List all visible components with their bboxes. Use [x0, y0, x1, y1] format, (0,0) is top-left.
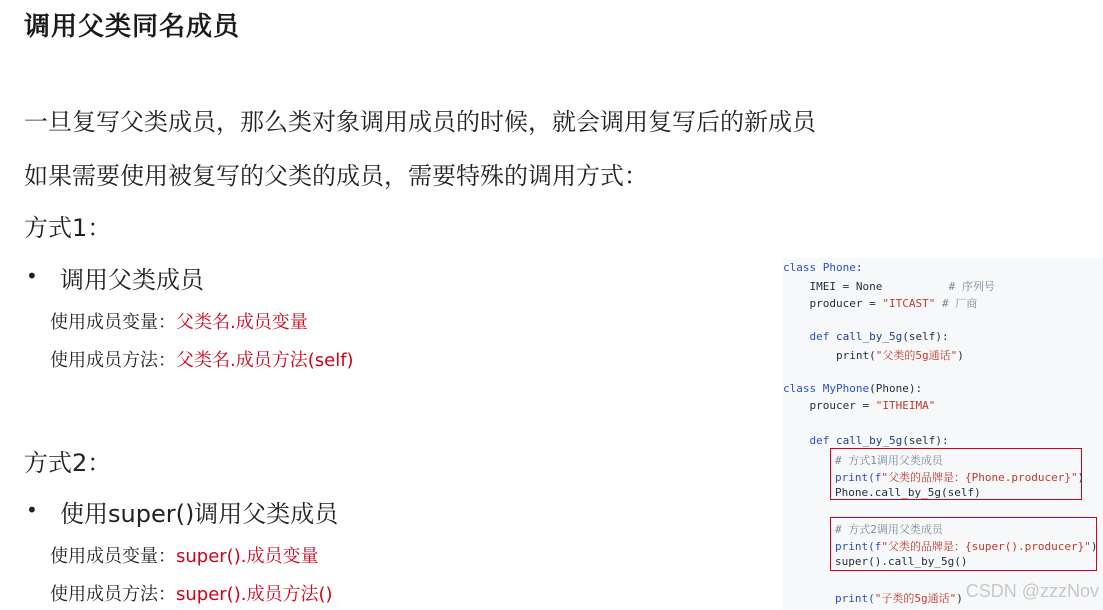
- method2-func-line: [50, 580, 333, 606]
- code-line: proucer = "ITHEIMA": [783, 399, 936, 412]
- code-line: IMEI = None # 序列号: [783, 280, 995, 293]
- bullet-dot: •: [26, 498, 38, 522]
- code-line: super().call_by_5g(): [835, 555, 968, 568]
- method2-bullet: 使用super()调用父类成员: [60, 500, 339, 528]
- bullet-dot: •: [26, 264, 38, 288]
- intro-line-2: 如果需要使用被复写的父类的成员，需要特殊的调用方式：: [24, 162, 648, 190]
- method1-heading: 方式1：: [24, 214, 112, 242]
- code-line: print(f"父类的品牌是：{Phone.producer}"): [835, 471, 1085, 484]
- method1-func-line: [50, 346, 354, 372]
- method1-var-label: 使用成员变量：: [50, 312, 176, 333]
- code-line: producer = "ITCAST" # 厂商: [783, 297, 978, 310]
- method2-func-label: 使用成员方法：: [50, 584, 176, 605]
- code-line: def call_by_5g(self):: [783, 434, 949, 447]
- method1-var-line: [50, 308, 308, 334]
- method2-var-label: 使用成员变量：: [50, 546, 176, 567]
- method2-func-value: super().成员方法(): [176, 584, 333, 605]
- method1-func-value: 父类名.成员方法(self): [176, 350, 354, 371]
- code-line: print("子类的5g通话"): [835, 592, 963, 605]
- code-line: # 方式1调用父类成员: [835, 454, 943, 467]
- code-line: class MyPhone(Phone):: [783, 382, 923, 395]
- code-panel: [783, 258, 1103, 610]
- page-title: 调用父类同名成员: [24, 12, 241, 42]
- method1-bullet: 调用父类成员: [60, 266, 204, 294]
- method1-func-label: 使用成员方法：: [50, 350, 176, 371]
- method2-heading: 方式2：: [24, 449, 112, 477]
- method1-var-value: 父类名.成员变量: [176, 312, 308, 333]
- code-line: class Phone:: [783, 261, 863, 274]
- intro-line-1: 一旦复写父类成员，那么类对象调用成员的时候，就会调用复写后的新成员: [24, 108, 816, 136]
- watermark: CSDN @zzzNov: [965, 581, 1099, 601]
- method2-var-value: super().成员变量: [176, 546, 319, 567]
- code-line: print("父类的5g通话"): [783, 349, 964, 362]
- code-line: Phone.call_by_5g(self): [835, 486, 981, 499]
- code-line: # 方式2调用父类成员: [835, 523, 943, 536]
- code-line: print(f"父类的品牌是：{super().producer}"): [835, 540, 1098, 553]
- method2-var-line: [50, 542, 318, 568]
- code-line: def call_by_5g(self):: [783, 330, 949, 343]
